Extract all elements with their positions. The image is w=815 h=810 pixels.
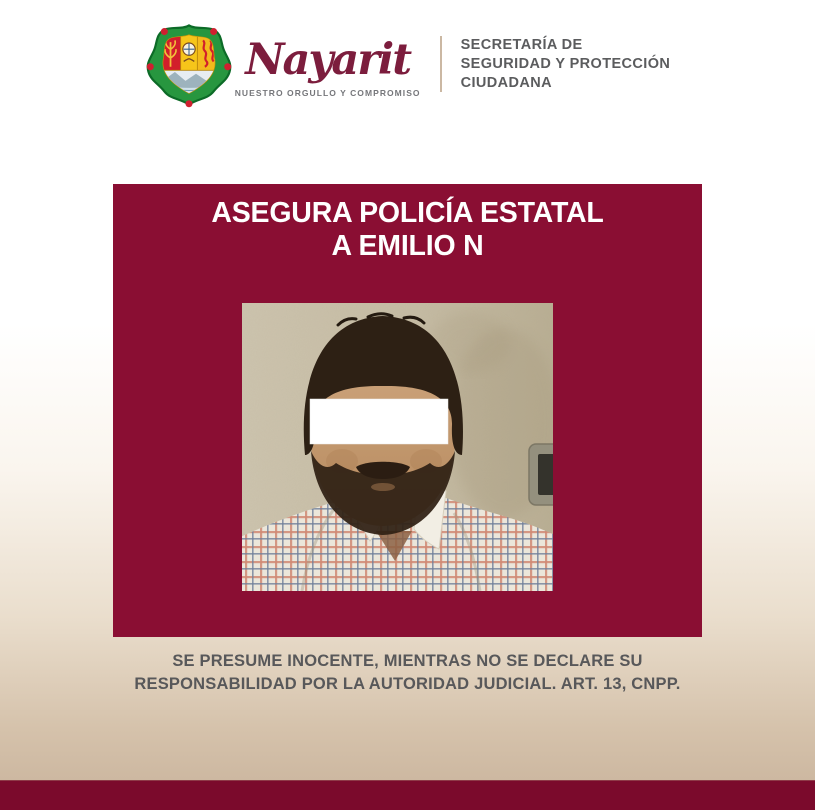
legal-disclaimer [0,650,815,695]
brand-name: Nayarit [245,34,411,85]
agency-line-1: SECRETARÍA DE [460,36,583,53]
card-title [113,184,702,263]
nayarit-coat-of-arms-icon [145,22,233,113]
brand-header [0,20,815,116]
announcement-card [113,184,702,637]
card-title-line-2: A EMILIO N [331,230,484,262]
agency-line-3: CIUDADANA [460,74,552,91]
disclaimer-line-2: RESPONSABILIDAD POR LA AUTORIDAD JUDICIAL. ART. 13, CNPP. [134,674,681,693]
agency-line-2: SEGURIDAD Y PROTECCIÓN [460,55,671,72]
brand-tagline: NUESTRO ORGULLO Y COMPROMISO [234,88,421,99]
footer-accent-band [0,780,815,810]
card-title-line-1: ASEGURA POLICÍA ESTATAL [211,197,604,229]
disclaimer-line-1: SE PRESUME INOCENTE, MIENTRAS NO SE DECLARE SU [172,652,643,670]
header-divider [440,36,442,92]
wall-switch [529,444,553,505]
agency-name [461,36,671,93]
brand-lockup [234,34,421,99]
privacy-eye-bar [310,399,448,444]
detainee-photo [242,303,553,591]
